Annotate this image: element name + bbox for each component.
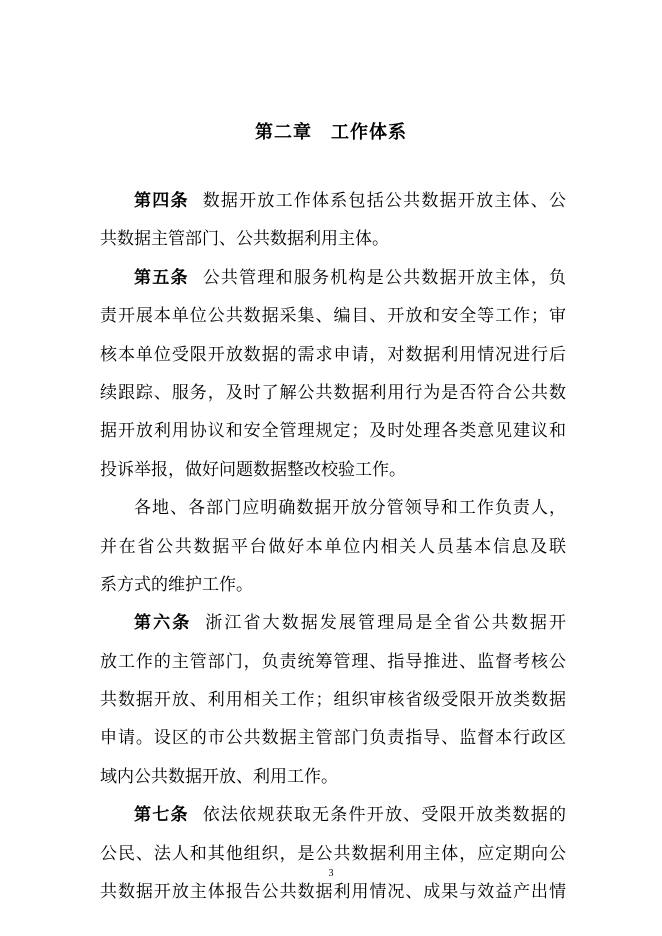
document-body	[100, 182, 566, 911]
article-7-text-1: 依法依规获取无条件开放、受限开放类数据的	[202, 805, 566, 826]
article-5-label: 第五条	[134, 267, 189, 288]
paragraph-local-line-3: 系方式的维护工作。	[100, 574, 253, 595]
article-4-line-1	[100, 182, 566, 220]
article-7-line-2: 公民、法人和其他组织，是公共数据利用主体，应定期向公	[100, 843, 566, 864]
article-6-line-5: 域内公共数据开放、利用工作。	[100, 766, 338, 787]
article-6-line-2: 放工作的主管部门，负责统筹管理、指导推进、监督考核公	[100, 651, 566, 672]
page-number: 3	[328, 868, 334, 879]
paragraph-local-line-2: 并在省公共数据平台做好本单位内相关人员基本信息及联	[100, 536, 566, 557]
article-4-label: 第四条	[134, 191, 189, 211]
article-5-line-6: 投诉举报，做好问题数据整改校验工作。	[100, 459, 406, 480]
article-5-line-3: 核本单位受限开放数据的需求申请，对数据利用情况进行后	[100, 344, 566, 365]
paragraph-local-line-1: 各地、各部门应明确数据开放分管领导和工作负责人，	[134, 498, 566, 519]
article-6-line-3: 共数据开放、利用相关工作；组织审核省级受限开放类数据	[100, 690, 566, 711]
article-6-line-1	[100, 604, 566, 642]
chapter-title: 第二章 工作体系	[255, 122, 407, 143]
article-5-line-1	[100, 259, 566, 297]
article-5-line-4: 续跟踪、服务，及时了解公共数据利用行为是否符合公共数	[100, 382, 566, 403]
article-7-line-1	[100, 796, 566, 834]
article-4-line-2: 共数据主管部门、公共数据利用主体。	[100, 229, 389, 250]
article-7-label: 第七条	[134, 805, 189, 826]
article-4-text-1: 数据开放工作体系包括公共数据开放主体、公	[202, 191, 566, 211]
article-6-label: 第六条	[134, 613, 192, 634]
article-5-line-5: 据开放利用协议和安全管理规定；及时处理各类意见建议和	[100, 421, 566, 442]
article-7-line-3: 共数据开放主体报告公共数据利用情况、成果与效益产出情	[100, 882, 566, 903]
article-6-line-4: 申请。设区的市公共数据主管部门负责指导、监督本行政区	[100, 728, 566, 749]
article-6-text-1: 浙江省大数据发展管理局是全省公共数据开	[205, 613, 566, 634]
article-5-line-2: 责开展本单位公共数据采集、编目、开放和安全等工作；审	[100, 306, 566, 327]
article-5-text-1: 公共管理和服务机构是公共数据开放主体，负	[202, 267, 566, 288]
